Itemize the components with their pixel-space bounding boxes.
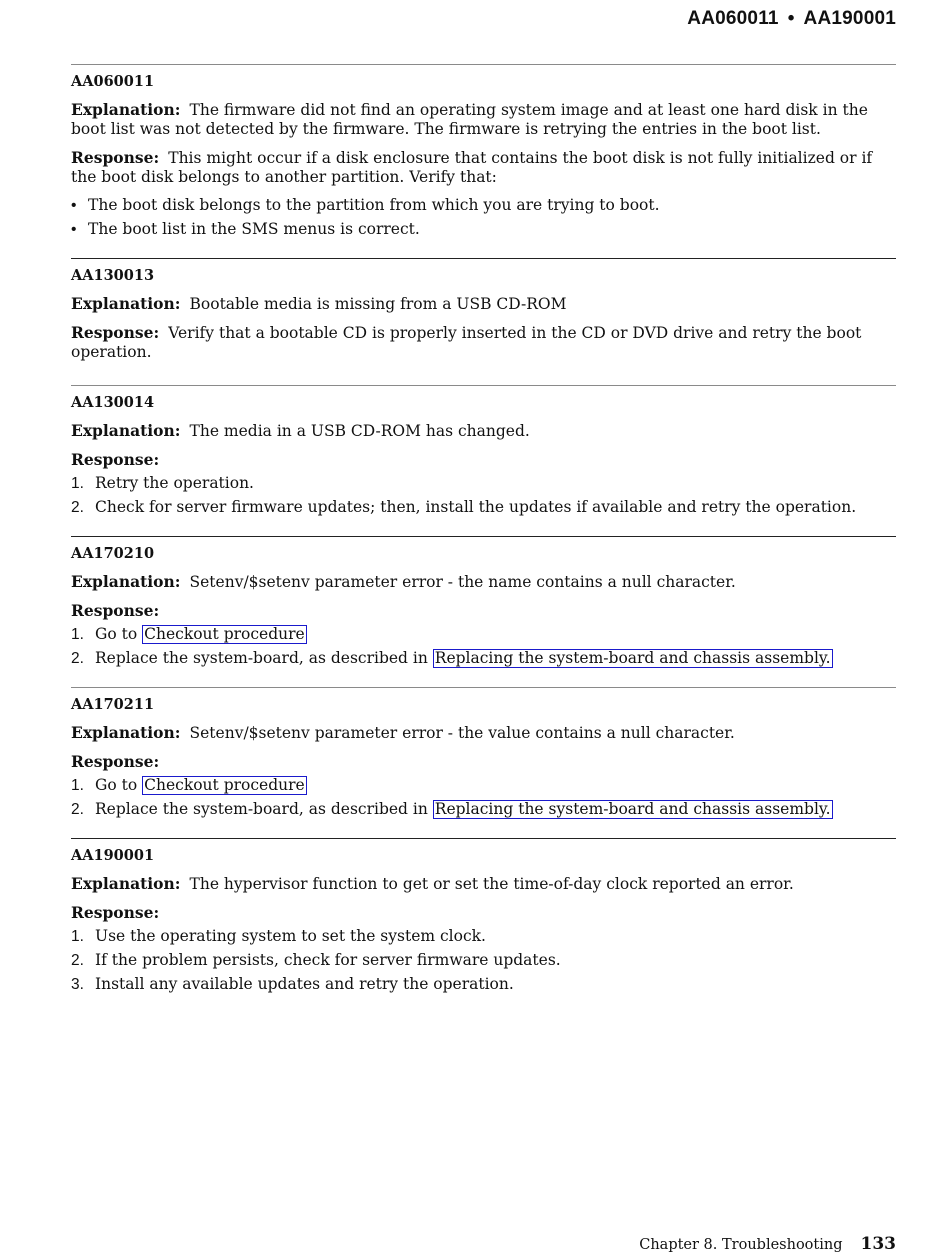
error-entry-aa130013 <box>71 258 896 385</box>
explanation <box>71 421 896 441</box>
response <box>71 148 896 187</box>
bullet-icon: • <box>71 221 77 238</box>
verify-list <box>71 196 896 239</box>
replacing-system-board-link[interactable]: Replacing the system-board and chassis assembly. <box>434 649 831 667</box>
step-number: 3. <box>71 976 84 993</box>
response-label: Response: <box>71 601 160 620</box>
step-text: Retry the operation. <box>95 474 254 492</box>
error-code: AA190001 <box>71 847 155 864</box>
replacing-system-board-link[interactable]: Replacing the system-board and chassis assembly. <box>434 800 831 818</box>
error-code: AA060011 <box>71 73 155 90</box>
error-code: AA170211 <box>71 696 155 713</box>
page-number: 133 <box>860 1234 896 1254</box>
list-item <box>71 776 896 795</box>
explanation-text: The firmware did not find an operating system image and at least one hard disk in the boot list was not detected by the firmware. The firmware is retrying the entries in the boot list. <box>71 101 868 138</box>
error-code-list <box>71 64 896 1013</box>
response-steps <box>71 776 896 819</box>
explanation-text: The media in a USB CD-ROM has changed. <box>189 422 530 440</box>
explanation <box>71 723 896 743</box>
explanation-label: Explanation: <box>71 100 181 119</box>
step-number: 1. <box>71 626 84 643</box>
step-text: Replace the system-board, as described in <box>95 649 428 667</box>
error-code: AA130013 <box>71 267 155 284</box>
step-text: Check for server firmware updates; then, install the updates if available and retry the operation. <box>95 498 857 516</box>
error-code: AA170210 <box>71 545 155 562</box>
response-label: Response: <box>71 323 160 342</box>
response-text: This might occur if a disk enclosure that contains the boot disk is not fully initialized or if the boot disk belongs to another partition. Verify that: <box>71 149 873 186</box>
explanation-label: Explanation: <box>71 421 181 440</box>
step-text: Go to <box>95 776 138 794</box>
explanation-text: Bootable media is missing from a USB CD-ROM <box>189 295 567 313</box>
step-text: Replace the system-board, as described in <box>95 800 428 818</box>
response-steps <box>71 625 896 668</box>
response-label: Response: <box>71 450 160 469</box>
step-number: 2. <box>71 499 84 516</box>
explanation-label: Explanation: <box>71 572 181 591</box>
page-footer <box>639 1234 896 1254</box>
explanation <box>71 874 896 894</box>
explanation <box>71 572 896 592</box>
step-number: 1. <box>71 475 84 492</box>
list-item <box>71 625 896 644</box>
list-item <box>71 927 896 946</box>
step-text: Use the operating system to set the system clock. <box>95 927 486 945</box>
checkout-procedure-link[interactable]: Checkout procedure <box>144 776 305 794</box>
step-number: 2. <box>71 801 84 818</box>
header-first-code: AA060011 <box>687 8 779 29</box>
explanation-text: Setenv/$setenv parameter error - the value contains a null character. <box>189 724 735 742</box>
list-item <box>71 975 896 994</box>
step-number: 2. <box>71 952 84 969</box>
step-number: 2. <box>71 650 84 667</box>
chapter-title: Chapter 8. Troubleshooting <box>639 1237 843 1253</box>
error-entry-aa170211 <box>71 687 896 838</box>
response-steps <box>71 474 896 517</box>
list-item <box>71 649 896 668</box>
list-item <box>71 498 896 517</box>
bullet-icon: • <box>71 197 77 214</box>
explanation <box>71 294 896 314</box>
explanation-text: Setenv/$setenv parameter error - the name contains a null character. <box>189 573 736 591</box>
error-entry-aa130014 <box>71 385 896 536</box>
response-text: Verify that a bootable CD is properly inserted in the CD or DVD drive and retry the boot operation. <box>71 324 862 361</box>
step-number: 1. <box>71 928 84 945</box>
explanation-label: Explanation: <box>71 294 181 313</box>
running-header <box>687 8 896 30</box>
header-separator: • <box>787 8 795 29</box>
list-item <box>71 196 896 215</box>
error-entry-aa170210 <box>71 536 896 687</box>
step-number: 1. <box>71 777 84 794</box>
response <box>71 323 896 362</box>
step-text: Install any available updates and retry the operation. <box>95 975 514 993</box>
list-item-text: The boot list in the SMS menus is correct. <box>88 220 420 238</box>
checkout-procedure-link[interactable]: Checkout procedure <box>144 625 305 643</box>
step-text: If the problem persists, check for server firmware updates. <box>95 951 561 969</box>
list-item <box>71 800 896 819</box>
response-label: Response: <box>71 903 160 922</box>
response-label: Response: <box>71 148 160 167</box>
explanation-label: Explanation: <box>71 723 181 742</box>
response-steps <box>71 927 896 994</box>
header-last-code: AA190001 <box>803 8 896 29</box>
step-text: Go to <box>95 625 138 643</box>
error-code: AA130014 <box>71 394 155 411</box>
explanation-label: Explanation: <box>71 874 181 893</box>
list-item-text: The boot disk belongs to the partition from which you are trying to boot. <box>88 196 660 214</box>
response-label: Response: <box>71 752 160 771</box>
list-item <box>71 951 896 970</box>
explanation-text: The hypervisor function to get or set the time-of-day clock reported an error. <box>189 875 794 893</box>
error-entry-aa190001 <box>71 838 896 1013</box>
error-entry-aa060011 <box>71 64 896 258</box>
list-item <box>71 220 896 239</box>
explanation <box>71 100 896 139</box>
list-item <box>71 474 896 493</box>
